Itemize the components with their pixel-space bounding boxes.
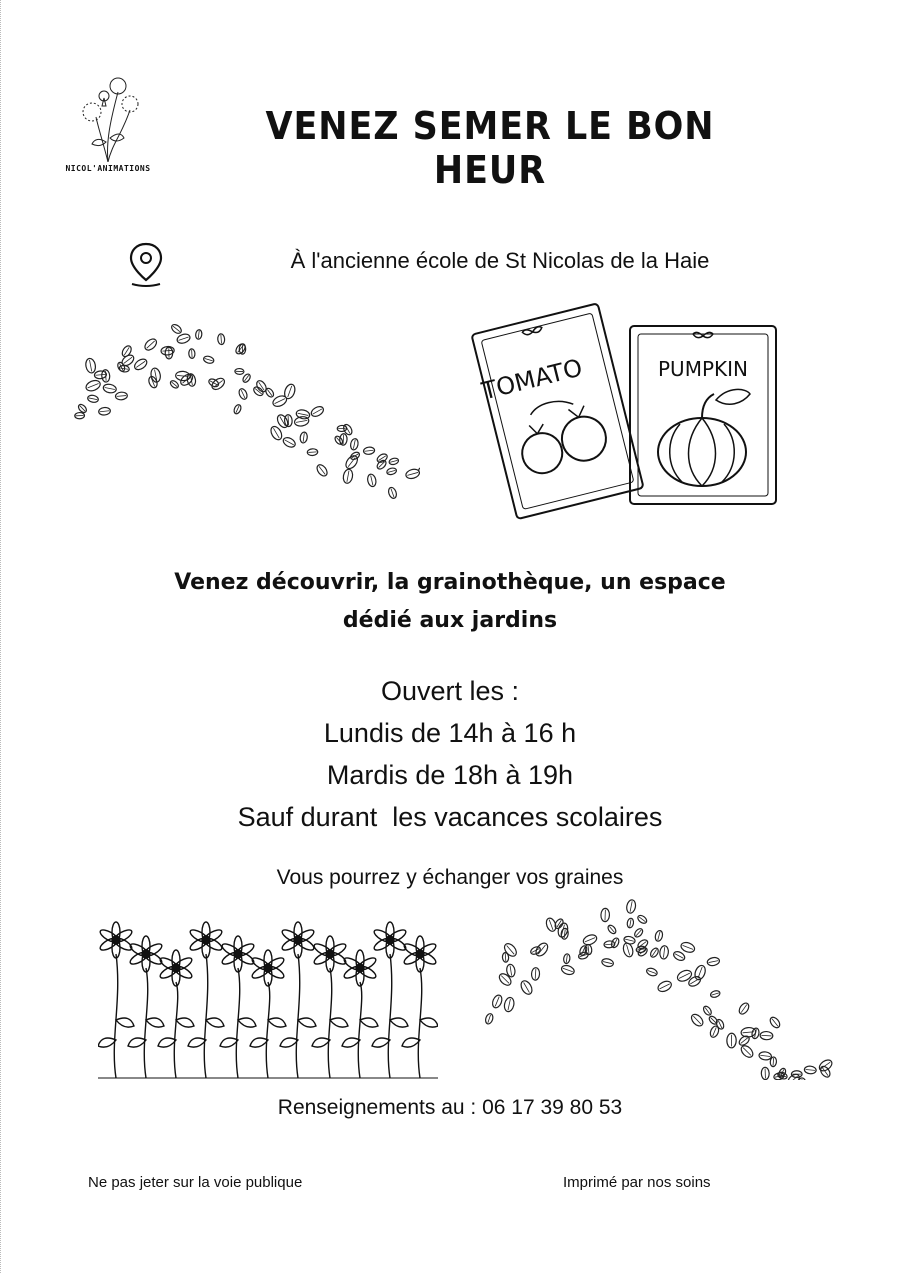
map-pin-icon [126, 240, 166, 290]
contact-info: Renseignements au : 06 17 39 80 53 [277, 1096, 623, 1119]
hours-exception: Sauf durant les vacances scolaires [237, 802, 663, 832]
seed-icon [582, 933, 598, 947]
hours-monday: Lundis de 14h à 16 h [323, 718, 577, 748]
seed-icon [234, 342, 247, 355]
seed-icon [560, 964, 575, 976]
seed-icon [85, 379, 102, 393]
logo [48, 72, 168, 184]
seed-icon [283, 383, 297, 400]
seed-icon [294, 416, 310, 428]
seed-icon [503, 997, 515, 1013]
seed-icon [676, 968, 694, 983]
seed-icon [741, 1027, 756, 1038]
headline [100, 564, 800, 640]
seed-icon [817, 1058, 833, 1073]
headline-line-1: Venez découvrir, la grainothèque, un espace [174, 570, 726, 595]
headline-line-2: dédié aux jardins [342, 608, 558, 633]
footer-disclaimer: Ne pas jeter sur la voie publique [88, 1174, 303, 1191]
seed-icon [271, 394, 288, 409]
seed-icon [339, 433, 347, 445]
flower-icon [188, 922, 224, 1078]
tomato-label: TOMATO [479, 353, 586, 406]
seed-icon [770, 1057, 777, 1067]
seed-icon [210, 376, 227, 392]
seed-icon [143, 337, 159, 352]
seed-icon [189, 349, 196, 359]
seed-icon [606, 924, 617, 935]
seed-icon [98, 407, 110, 416]
seed-icon [656, 979, 673, 993]
seed-icon [103, 383, 117, 394]
seed-icon [519, 979, 534, 996]
seed-icon [367, 473, 378, 487]
seed-icon [150, 367, 162, 383]
seed-icon [710, 990, 721, 999]
seed-icon [484, 1013, 494, 1025]
seed-icon [687, 975, 702, 988]
seed-icon [386, 467, 397, 476]
scan-edge [0, 0, 3, 1273]
hours-intro: Ouvert les : [380, 676, 520, 706]
seed-icon [689, 1012, 705, 1028]
seed-icon [804, 1066, 816, 1075]
seed-icon [601, 908, 610, 922]
seed-icon [627, 918, 635, 928]
seed-icon [786, 1072, 801, 1080]
flower-icon [342, 950, 378, 1078]
seed-icon [626, 899, 637, 914]
seed-icon [334, 435, 344, 446]
seed-icon [388, 457, 399, 465]
seed-icon [75, 412, 85, 419]
seed-icon [115, 392, 127, 401]
pumpkin-label: PUMPKIN [658, 357, 748, 381]
seed-icon [622, 942, 635, 958]
flower-icon [402, 936, 438, 1078]
seed-icon [101, 369, 110, 382]
page-title: VENEZ SEMER LE BON HEUR [265, 104, 715, 192]
seed-icon [761, 1067, 769, 1079]
seed-icon [238, 388, 249, 401]
seed-icon [529, 945, 541, 956]
seed-icon [376, 452, 389, 464]
seed-icon [242, 373, 252, 384]
seeds-illustration-left [60, 312, 420, 502]
seed-icon [300, 432, 308, 444]
seed-icon [654, 930, 663, 942]
seed-icon [307, 449, 318, 456]
seed-icon [387, 486, 398, 499]
flower-icon [158, 950, 194, 1078]
seed-icon [350, 438, 359, 451]
seed-icon [768, 1015, 781, 1029]
seed-icon [87, 394, 99, 403]
seed-icon [491, 994, 504, 1009]
flower-icon [312, 936, 348, 1078]
seed-icon [497, 972, 513, 988]
opening-hours [120, 670, 780, 838]
flower-icon [220, 936, 256, 1078]
seed-icon [545, 917, 558, 933]
seed-icon [363, 447, 375, 455]
seed-packets-illustration [470, 290, 790, 530]
seed-icon [737, 1001, 750, 1015]
seed-icon [344, 454, 360, 471]
seed-icon [760, 1031, 773, 1040]
seed-icon [94, 370, 107, 379]
exchange-text: Vous pourrez y échanger vos graines [276, 866, 624, 889]
seed-icon [534, 941, 550, 958]
seed-icon [310, 405, 325, 419]
seed-icon [531, 967, 540, 980]
seed-icon [337, 425, 347, 431]
seed-icon [777, 1071, 788, 1080]
seed-icon [672, 950, 686, 962]
seed-icon [203, 355, 215, 364]
logo-text: NICOL'ANIMATIONS [65, 164, 151, 173]
flower-icon [280, 922, 316, 1078]
seed-icon [282, 436, 297, 449]
seed-icon [702, 1005, 713, 1017]
flowers-illustration [98, 920, 438, 1080]
seed-icon [680, 941, 696, 954]
flower-icon [250, 950, 286, 1078]
location-text: À l'ancienne école de St Nicolas de la Haie [290, 248, 710, 273]
seed-icon [739, 1044, 755, 1060]
seed-icon [233, 404, 242, 415]
seed-icon [284, 415, 292, 427]
flower-icon [128, 936, 164, 1078]
flower-icon [98, 922, 134, 1078]
flower-icon [372, 922, 408, 1078]
seed-icon [165, 347, 173, 359]
seed-icon [636, 914, 648, 925]
seed-icon [649, 947, 660, 959]
seed-icon [342, 469, 353, 485]
seed-icon [636, 946, 646, 954]
seed-icon [707, 957, 721, 967]
seeds-illustration-right [480, 890, 840, 1080]
seed-icon [315, 463, 329, 478]
seed-icon [176, 333, 191, 345]
logo-flower-icon [48, 72, 168, 162]
seed-icon [85, 358, 97, 374]
seed-icon [133, 357, 149, 372]
seed-icon [502, 941, 518, 958]
seed-icon [169, 379, 180, 389]
seed-icon [601, 958, 614, 968]
seed-icon [727, 1033, 737, 1048]
seed-icon [217, 334, 225, 345]
seed-icon [563, 953, 570, 963]
seed-icon [405, 468, 420, 480]
footer-printed: Imprimé par nos soins [563, 1174, 711, 1191]
seed-icon [751, 1027, 760, 1039]
seed-icon [759, 1051, 772, 1060]
seed-icon [195, 329, 202, 339]
seed-icon [646, 967, 659, 977]
seed-icon [170, 323, 183, 335]
seed-icon [659, 945, 669, 959]
seed-icon [235, 368, 244, 374]
hours-tuesday: Mardis de 18h à 19h [326, 760, 574, 790]
seed-icon [633, 927, 644, 938]
